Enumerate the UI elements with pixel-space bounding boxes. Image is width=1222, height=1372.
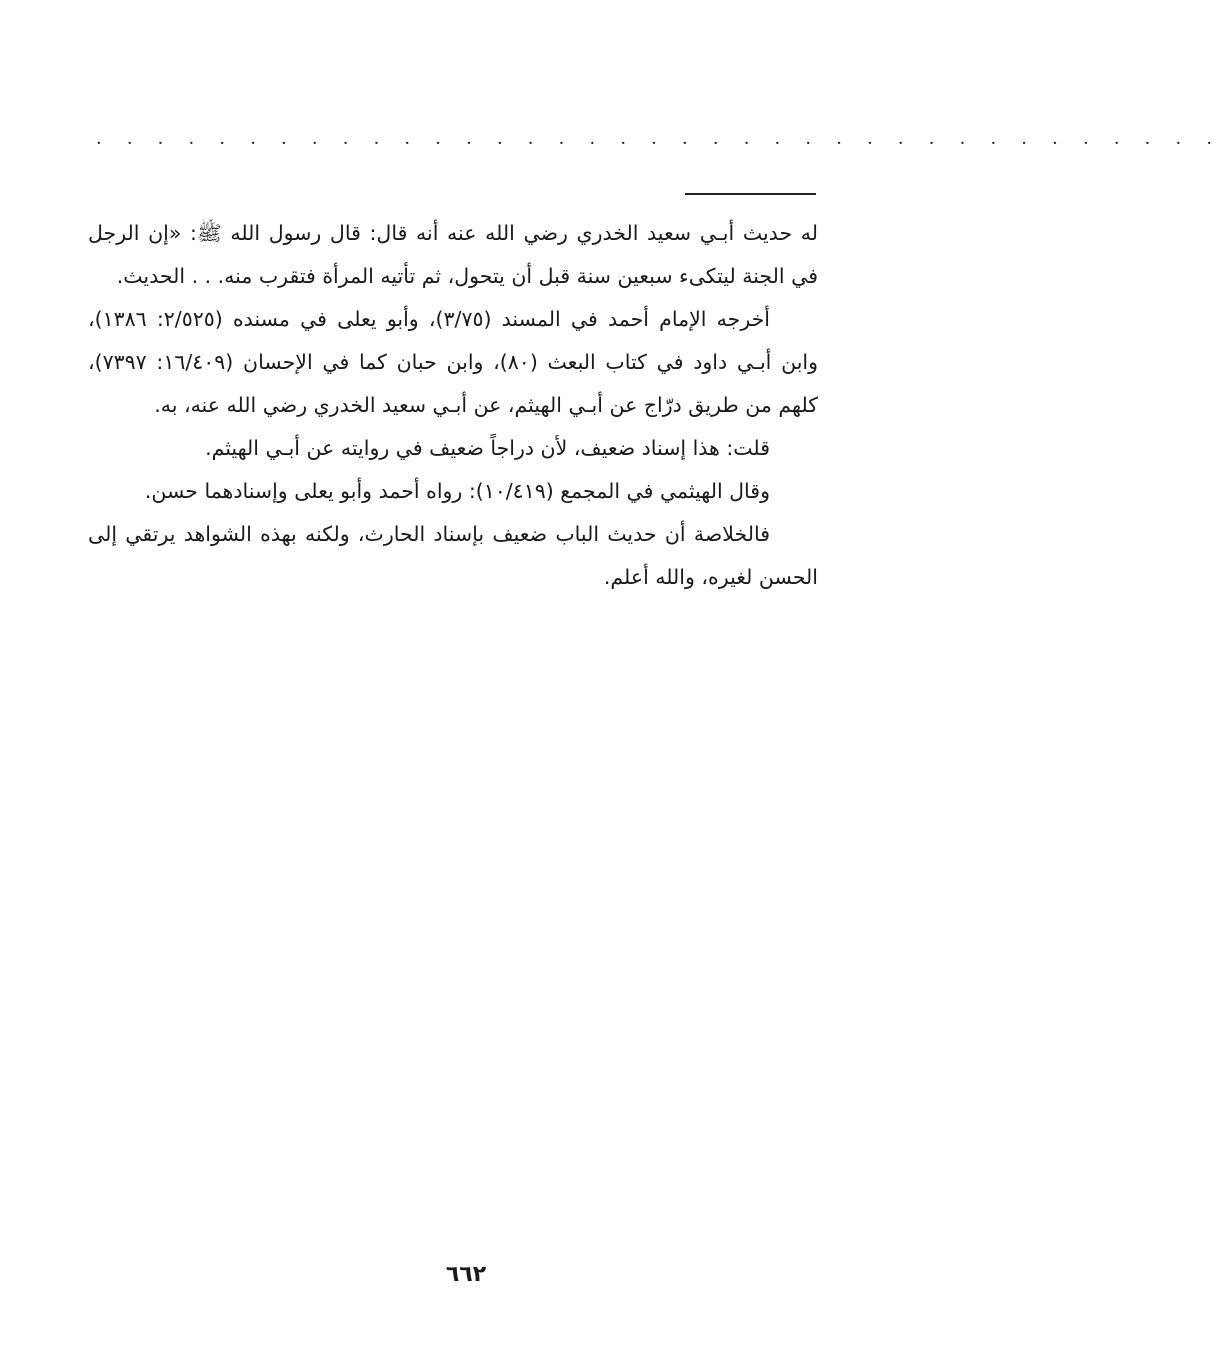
footnote-paragraph-5: فالخلاصة أن حديث الباب ضعيف بإسناد الحارث، ولكنه بهذه الشواهد يرتقي إلى الحسن لغيره، والله أعلم. (88, 522, 818, 589)
footnote-paragraph-2: أخرجه الإمام أحمد في المسند (٣/٧٥)، وأبو يعلى في مسنده (٢/٥٢٥: ١٣٨٦)، وابن أبـي داود في كتاب البعث (٨٠)، وابن حبان كما في الإحسان (١٦/٤٠٩: ٧٣٩٧)، كلهم من طريق درّاج عن أبـي الهيثم، عن أبـي سعيد الخدري رضي الله عنه، به. (88, 307, 818, 417)
footnote-paragraph-1: له حديث أبـي سعيد الخدري رضي الله عنه أنه قال: قال رسول الله ﷺ: «إن الرجل في الجنة ليتكىء سبعين سنة قبل أن يتحول، ثم تأتيه المرأة فتقرب منه. . . الحديث. (88, 221, 818, 288)
footnote-text (88, 212, 818, 599)
footnote-paragraph-3: قلت: هذا إسناد ضعيف، لأن دراجاً ضعيف في روايته عن أبـي الهيثم. (205, 436, 770, 460)
footnote-paragraph-4: وقال الهيثمي في المجمع (١٠/٤١٩): رواه أحمد وأبو يعلى وإسنادهما حسن. (144, 479, 770, 503)
dotted-separator: · · · · · · · · · · · · · · · · · · · · · · · · · · · · · · · · · · · · · (96, 133, 1222, 154)
page-number: ٦٦٢ (445, 1262, 487, 1287)
footnote-rule (685, 193, 816, 195)
